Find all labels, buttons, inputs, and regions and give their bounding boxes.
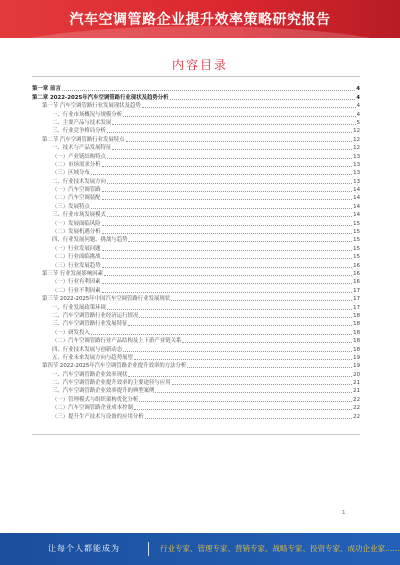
toc-entry-page: 22 [353,413,360,420]
toc-entry-page: 15 [353,254,360,261]
toc-entry-page: 17 [353,287,360,294]
toc-entry-label: 第三节 2022-2025年中国汽车空调管路行业发展现状 [42,296,171,303]
toc-entry-page: 13 [353,178,360,185]
report-title: 汽车空调管路企业提升效率策略研究报告 [69,12,331,28]
toc-entry[interactable] [32,93,360,101]
toc-entry-label: 五、行业未来发展方向与趋势展望 [52,354,133,361]
toc-entry-label: 第三节 行业发展影响因素 [42,270,104,277]
toc-leader-dots [62,89,355,91]
toc-entry-page: 18 [353,346,360,353]
toc-entry-label: 四、行业发展问题、挑战与趋势 [52,237,128,244]
toc-entry-page: 17 [353,296,360,303]
toc-entry[interactable] [32,337,360,345]
toc-entry-page: 19 [353,363,360,370]
toc-entry-label: 二、行业技术发展方向 [52,178,106,185]
toc-leader-dots [102,165,353,167]
toc-leader-dots [102,266,353,268]
toc-entry-page: 13 [353,161,360,168]
toc-entry-label: 第一章 前言 [32,86,61,93]
toc-entry[interactable] [32,152,360,160]
toc-heading: 内容目录 [171,58,228,72]
toc-entry-label: （三）区域分布 [52,170,90,177]
toc-entry-page: 21 [353,380,360,387]
toc-entry[interactable] [32,119,360,127]
toc-entry-page: 15 [353,220,360,227]
toc-entry-page: 20 [353,371,360,378]
toc-leader-dots [171,299,352,301]
toc-leader-dots [139,400,352,402]
toc-entry-page: 4 [356,94,360,101]
toc-entry-page: 16 [353,279,360,286]
toc-entry[interactable] [32,354,360,362]
toc-entry-label: 一、行业发展政策环境 [52,304,106,311]
toc-entry-label: （二）发展机遇分析 [52,229,101,236]
toc-entry[interactable] [32,85,360,93]
toc-entry-label: 第二节 汽车空调管路行业发展特点 [42,136,125,143]
toc-entry[interactable] [32,270,360,278]
toc-entry-label: 三、汽车空调管路行业发展特征 [52,321,128,328]
toc-entry[interactable] [32,219,360,227]
toc-divider-bottom [32,434,360,435]
toc-entry[interactable] [32,161,360,169]
toc-leader-dots [155,391,352,393]
toc-entry-page: 4 [356,103,360,110]
toc-entry-label: （三）提升生产技术与设备的应用分析 [52,413,144,420]
toc-entry[interactable] [32,194,360,202]
toc-entry-page: 17 [353,304,360,311]
toc-entry-label: 三、行业市场发展模式 [52,212,106,219]
toc-leader-dots [102,291,353,293]
toc-leader-dots [91,207,352,209]
table-of-contents [32,85,360,421]
toc-entry-label: 一、汽车空调管路企业效率现状 [52,371,128,378]
toc-leader-dots [102,190,353,192]
toc-entry-label: 一、技术与产品发展特征 [52,145,112,152]
toc-entry-page: 15 [353,237,360,244]
toc-divider-top [32,76,360,77]
toc-entry-page: 4 [356,86,360,93]
toc-entry[interactable] [32,236,360,244]
toc-entry-label: 三、汽车空调管路企业效率提升的典型案例 [52,388,155,395]
toc-entry-label: （三）发展特点 [52,203,90,210]
toc-entry-label: （二）汽车空调装配 [52,195,101,202]
toc-entry[interactable] [32,169,360,177]
toc-leader-dots [126,140,353,142]
toc-leader-dots [123,115,355,117]
header-banner [0,0,400,38]
toc-entry[interactable] [32,286,360,294]
toc-entry-label: 二、汽车空调管路企业提升效率的主要途径与应用 [52,380,171,387]
toc-entry-label: 四、行业技术发展与创新动态 [52,346,123,353]
toc-leader-dots [102,224,353,226]
toc-entry[interactable] [32,345,360,353]
toc-entry[interactable] [32,303,360,311]
toc-entry-page: 16 [353,270,360,277]
toc-entry-label: 三、行业竞争格局分析 [52,128,106,135]
toc-leader-dots [128,240,352,242]
toc-leader-dots [107,308,352,310]
toc-entry-label: （二）汽车空调管路行业产品结构及上下游产业链关系 [52,338,182,345]
toc-entry[interactable] [32,370,360,378]
toc-entry-page: 18 [353,312,360,319]
toc-leader-dots [112,148,352,150]
toc-entry[interactable] [32,211,360,219]
toc-leader-dots [107,157,352,159]
toc-entry[interactable] [32,312,360,320]
toc-entry-label: 第四节 2022-2025年汽车空调管路企业提升效率的方法分析 [42,363,187,370]
toc-leader-dots [134,358,352,360]
toc-entry-page: 18 [353,321,360,328]
footer-banner [0,533,400,565]
toc-entry[interactable] [32,320,360,328]
toc-leader-dots [145,417,352,419]
toc-entry[interactable] [32,395,360,403]
toc-entry-label: 二、主要产品与技术发展 [52,119,112,126]
toc-entry-page: 14 [353,195,360,202]
toc-entry[interactable] [32,362,360,370]
toc-leader-dots [102,249,353,251]
toc-entry-page: 16 [353,262,360,269]
toc-entry[interactable] [32,228,360,236]
toc-leader-dots [102,257,353,259]
toc-entry-page: 22 [353,405,360,412]
toc-leader-dots [91,173,352,175]
page-number: 1 [342,510,346,516]
toc-leader-dots [107,182,352,184]
toc-entry-label: （一）产业链结构特点 [52,153,106,160]
toc-entry[interactable] [32,379,360,387]
toc-entry[interactable] [32,412,360,420]
toc-entry-page: 18 [353,329,360,336]
toc-entry-page: 4 [356,111,360,118]
toc-leader-dots [128,324,352,326]
toc-entry[interactable] [32,202,360,210]
toc-leader-dots [134,408,352,410]
toc-leader-dots [170,98,356,100]
toc-entry[interactable] [32,244,360,252]
toc-entry-page: 13 [353,170,360,177]
toc-entry[interactable] [32,253,360,261]
toc-entry[interactable] [32,295,360,303]
toc-entry-label: 第二章 2022-2025年汽车空调管路行业现状及趋势分析 [32,94,169,101]
toc-entry-label: （一）行业有利因素 [52,279,101,286]
toc-entry-label: （一）管理模式与组织架构优化分析 [52,396,139,403]
toc-entry[interactable] [32,127,360,135]
toc-entry[interactable] [32,144,360,152]
toc-entry-page: 13 [353,153,360,160]
toc-leader-dots [107,215,352,217]
toc-leader-dots [142,106,356,108]
toc-leader-dots [102,198,353,200]
toc-entry-label: 第一节 汽车空调管路行业发展现状及趋势 [42,103,141,110]
toc-entry[interactable] [32,328,360,336]
toc-entry[interactable] [32,261,360,269]
toc-leader-dots [112,123,355,125]
toc-entry-page: 12 [353,136,360,143]
toc-entry-page: 14 [353,187,360,194]
toc-entry-page: 14 [353,212,360,219]
toc-entry[interactable] [32,278,360,286]
toc-entry-label: （二）行业面临挑战 [52,254,101,261]
footer-tagline: 行业专家、管理专家、营销专家、战略专家、投资专家、成功企业家…… [160,544,400,553]
toc-leader-dots [123,350,352,352]
toc-entry-label: （一）行业发展问题 [52,245,101,252]
toc-entry-label: 一、行业市场概况与规模分析 [52,111,123,118]
toc-entry-page: 19 [353,354,360,361]
toc-entry-page: 12 [353,128,360,135]
toc-leader-dots [128,375,352,377]
toc-leader-dots [102,282,353,284]
toc-leader-dots [104,274,352,276]
toc-entry-label: （二）市场需求分析 [52,161,101,168]
toc-leader-dots [187,366,352,368]
toc-entry[interactable] [32,186,360,194]
toc-entry[interactable] [32,387,360,395]
toc-entry-label: （一）汽车空调管路 [52,187,101,194]
toc-leader-dots [107,131,352,133]
toc-entry-label: （一）研发投入 [52,329,90,336]
toc-entry-page: 12 [353,145,360,152]
toc-leader-dots [91,333,352,335]
toc-entry-page: 21 [353,388,360,395]
toc-entry[interactable] [32,404,360,412]
toc-entry-label: （二）行业不利因素 [52,287,101,294]
toc-entry-page: 5 [356,119,360,126]
toc-entry-label: （二）汽车空调管路企业成本控制 [52,405,133,412]
toc-entry-page: 22 [353,396,360,403]
toc-leader-dots [172,383,353,385]
toc-entry-label: （一）发展面临风险 [52,220,101,227]
toc-leader-dots [182,341,352,343]
footer-separator [148,542,149,556]
toc-entry-page: 15 [353,229,360,236]
toc-leader-dots [139,316,352,318]
toc-entry-page: 14 [353,203,360,210]
toc-entry-page: 15 [353,245,360,252]
toc-entry[interactable] [32,177,360,185]
toc-entry[interactable] [32,135,360,143]
toc-leader-dots [102,232,353,234]
toc-entry-page: 18 [353,338,360,345]
footer-slogan: 让每个人都能成为 [48,544,120,553]
toc-entry[interactable] [32,102,360,110]
toc-entry-label: 二、汽车空调管路行业经济运行情况 [52,312,139,319]
toc-entry-label: （三）行业发展趋势 [52,262,101,269]
toc-entry[interactable] [32,110,360,118]
